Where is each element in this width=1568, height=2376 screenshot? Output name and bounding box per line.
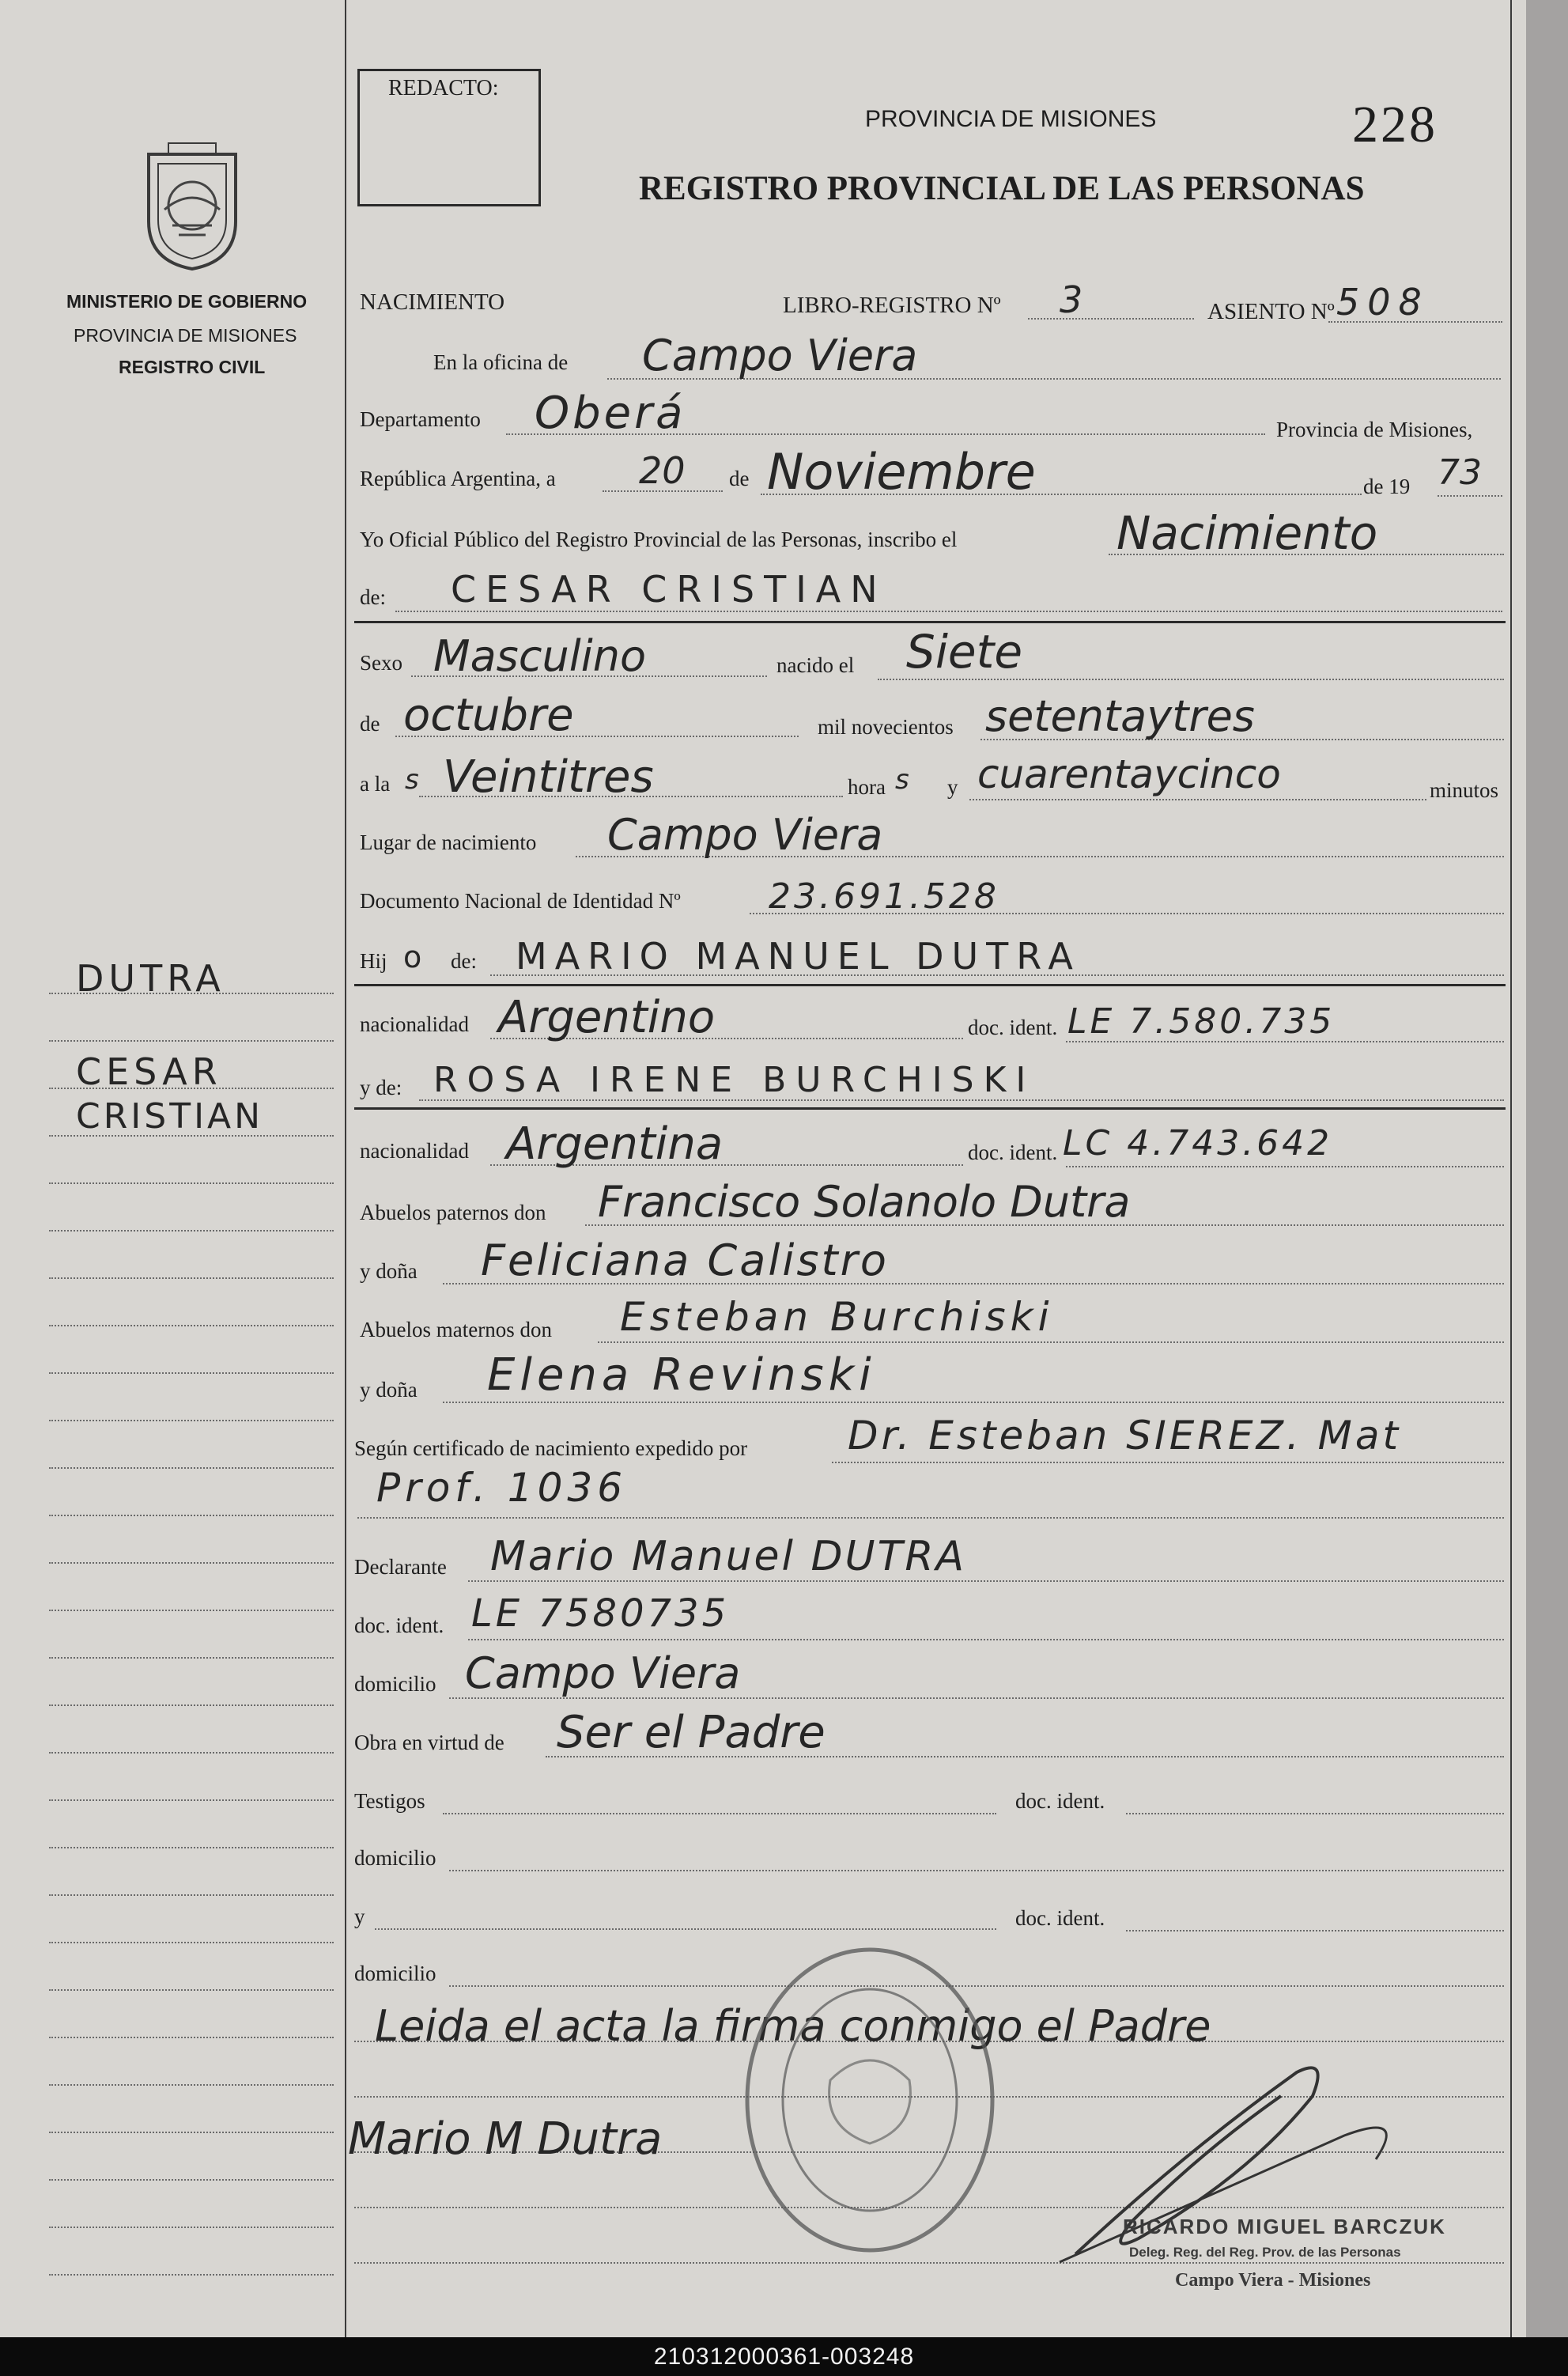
margin-line — [49, 1325, 334, 1326]
obra-value: Ser el Padre — [557, 1707, 826, 1758]
de-label: de — [729, 467, 750, 490]
hijo-de-label: de: — [451, 949, 477, 973]
official-role: Deleg. Reg. del Reg. Prov. de las Personas — [1129, 2245, 1401, 2260]
father-nationality: Argentino — [498, 992, 716, 1043]
mother-doc-line — [1066, 1166, 1504, 1167]
day-value: 20 — [639, 449, 686, 492]
margin-line — [49, 1420, 334, 1421]
right-margin-rule — [1510, 0, 1512, 2337]
oficina-label: En la oficina de — [433, 350, 569, 374]
libro-line — [1028, 318, 1194, 320]
sexo-label: Sexo — [360, 651, 402, 675]
redacto-label: REDACTO: — [388, 76, 499, 100]
margin-line — [49, 1230, 334, 1232]
official-name: RICARDO MIGUEL BARCZUK — [1123, 2215, 1446, 2238]
margin-line — [49, 2132, 334, 2133]
footer-id: 210312000361-003248 — [0, 2337, 1568, 2376]
doc-ident3-label: doc. ident. — [1015, 1789, 1105, 1813]
birth-month: octubre — [403, 690, 574, 741]
margin-line — [49, 1372, 334, 1374]
birth-year-words: setentaytres — [985, 691, 1255, 741]
horas-label: hora — [848, 775, 886, 799]
declarant-signature: Mario M Dutra — [348, 2113, 663, 2165]
official-place: Campo Viera - Misiones — [1175, 2270, 1371, 2291]
margin-line — [49, 1610, 334, 1611]
mother-nationality: Argentina — [506, 1118, 724, 1170]
declarante-doc-line — [468, 1639, 1504, 1640]
asiento-value: 508 — [1336, 281, 1430, 323]
segun-line-2 — [357, 1517, 1504, 1519]
doc-ident2-label: doc. ident. — [354, 1614, 444, 1637]
margin-line — [49, 1799, 334, 1801]
departamento-label: Departamento — [360, 407, 481, 431]
margin-line — [49, 1942, 334, 1943]
father-doc: LE 7.580.735 — [1067, 1001, 1336, 1042]
minutes-value: cuarentaycinco — [977, 751, 1281, 797]
margin-line — [49, 1277, 334, 1279]
emblem-icon — [141, 138, 244, 273]
margin-line — [49, 1847, 334, 1848]
y-de-label: y de: — [360, 1076, 402, 1099]
declarante-line — [468, 1580, 1504, 1582]
dni-label: Documento Nacional de Identidad Nº — [360, 889, 681, 913]
nacido-line — [878, 679, 1504, 680]
de2-label: de — [360, 712, 380, 736]
page-title: REGISTRO PROVINCIAL DE LAS PERSONAS — [639, 170, 1365, 207]
doc-ident3-line — [1126, 1813, 1504, 1814]
margin-line — [49, 1989, 334, 1991]
republica-label: República Argentina, a — [360, 467, 556, 490]
margin-line — [49, 2274, 334, 2276]
father-nationality-label: nacionalidad — [360, 1012, 469, 1036]
asiento-label: ASIENTO Nº — [1207, 299, 1335, 324]
margin-line — [49, 2227, 334, 2228]
ministry-line-1: MINISTERIO DE GOBIERNO — [66, 291, 308, 312]
abuela-materna-line — [443, 1402, 1504, 1403]
father-rule — [354, 984, 1506, 986]
oficial-line — [1109, 554, 1504, 555]
abuelos-maternos-label: Abuelos maternos don — [360, 1318, 552, 1341]
dni-value: 23.691.528 — [769, 876, 999, 917]
libro-label: LIBRO-REGISTRO Nº — [783, 293, 1001, 318]
mother-rule — [354, 1107, 1506, 1110]
margin-line — [49, 1182, 334, 1184]
abuelo-paterno: Francisco Solanolo Dutra — [598, 1177, 1131, 1227]
lugar-label: Lugar de nacimiento — [360, 830, 537, 854]
minutos-label: minutos — [1430, 778, 1499, 802]
y2-label: y — [354, 1905, 365, 1928]
declarante-doc: LE 7580735 — [471, 1591, 730, 1636]
minutes-line — [969, 799, 1426, 800]
margin-surname: DUTRA — [76, 957, 225, 1000]
sexo-value: Masculino — [433, 631, 646, 681]
abuela-paterna-label: y doña — [360, 1259, 418, 1283]
margin-line — [49, 2037, 334, 2038]
abuela-materna: Elena Revinski — [487, 1349, 876, 1401]
testigos-line — [443, 1813, 996, 1814]
a-la-label: a la — [360, 772, 391, 796]
margin-line — [49, 1562, 334, 1564]
segun-label: Según certificado de nacimiento expedido por — [354, 1436, 748, 1460]
child-name-rule — [354, 621, 1506, 623]
domicilio2-line — [449, 1870, 1504, 1871]
oficina-value: Campo Viera — [642, 331, 918, 380]
nacido-label: nacido el — [776, 653, 855, 677]
mother-doc: LC 4.743.642 — [1063, 1123, 1333, 1163]
declarante-label: Declarante — [354, 1555, 447, 1579]
horas-suffix: s — [895, 764, 909, 796]
margin-given-2: CRISTIAN — [76, 1096, 264, 1137]
nacimiento-label: NACIMIENTO — [360, 289, 505, 315]
margin-line — [49, 2179, 334, 2181]
margin-line — [49, 1467, 334, 1469]
child-name: CESAR CRISTIAN — [451, 568, 887, 611]
margin-line — [49, 1515, 334, 1516]
segun-line — [832, 1462, 1504, 1463]
lugar-value: Campo Viera — [607, 810, 883, 860]
mother-nationality-label: nacionalidad — [360, 1139, 469, 1163]
obra-label: Obra en virtud de — [354, 1731, 504, 1754]
departamento-value: Oberá — [535, 388, 686, 439]
abuela-paterna: Feliciana Calistro — [481, 1235, 889, 1285]
abuelo-materno: Esteban Burchiski — [620, 1294, 1054, 1340]
mother-doc-label: doc. ident. — [968, 1141, 1058, 1164]
ministry-line-3: REGISTRO CIVIL — [119, 357, 266, 377]
margin-line — [49, 1894, 334, 1896]
oficial-value: Nacimiento — [1116, 506, 1378, 560]
doc-ident4-label: doc. ident. — [1015, 1906, 1105, 1930]
y-label: y — [947, 775, 958, 799]
domicilio-value: Campo Viera — [465, 1648, 741, 1698]
domicilio2-label: domicilio — [354, 1846, 436, 1870]
mother-name: ROSA IRENE BURCHISKI — [433, 1060, 1036, 1100]
page-number: 228 — [1352, 96, 1438, 153]
domicilio3-label: domicilio — [354, 1962, 436, 1985]
domicilio-label: domicilio — [354, 1672, 436, 1696]
libro-value: 3 — [1060, 278, 1083, 321]
margin-line — [49, 2084, 334, 2086]
abuelos-paternos-label: Abuelos paternos don — [360, 1201, 546, 1224]
oficial-text: Yo Oficial Público del Registro Provincial de las Personas, inscribo el — [360, 528, 958, 551]
father-name: MARIO MANUEL DUTRA — [516, 935, 1081, 978]
hijo-label: Hij — [360, 949, 387, 973]
year-line — [1438, 495, 1502, 497]
mil-label: mil novecientos — [818, 715, 954, 739]
redacto-box — [357, 69, 541, 206]
margin-given-1: CESAR — [76, 1050, 222, 1093]
round-stamp — [735, 1938, 1004, 2262]
segun-value: Dr. Esteban SIEREZ. Mat — [848, 1413, 1402, 1459]
y2-line — [375, 1928, 996, 1930]
margin-line — [49, 1704, 334, 1706]
nacido-value: Siete — [906, 625, 1023, 679]
year-value: 73 — [1438, 452, 1482, 493]
declarante-value: Mario Manuel DUTRA — [490, 1533, 967, 1580]
de-colon-label: de: — [360, 585, 386, 609]
hour-value: Veintitres — [443, 751, 654, 803]
provincia-label: Provincia de Misiones, — [1276, 418, 1473, 441]
stamp-icon — [735, 1938, 1004, 2262]
child-name-line — [395, 611, 1502, 612]
month-value: Noviembre — [767, 443, 1036, 501]
ministry-line-2: PROVINCIA DE MISIONES — [74, 325, 297, 346]
left-margin-rule — [345, 0, 346, 2337]
testigos-label: Testigos — [354, 1789, 425, 1813]
abuela-materna-label: y doña — [360, 1378, 418, 1402]
year-label: de 19 — [1363, 475, 1411, 498]
closing-text: Leida el acta la firma conmigo el Padre — [375, 2001, 1211, 2051]
abuelo-materno-line — [598, 1341, 1504, 1343]
margin-line — [49, 1040, 334, 1042]
doc-ident4-line — [1126, 1930, 1504, 1931]
province-emblem — [141, 138, 244, 273]
margin-line — [49, 1752, 334, 1754]
hour-prefix: s — [405, 764, 419, 796]
province-heading: PROVINCIA DE MISIONES — [865, 106, 1157, 132]
segun-value-2: Prof. 1036 — [376, 1465, 628, 1511]
father-doc-label: doc. ident. — [968, 1016, 1058, 1039]
margin-line — [49, 1657, 334, 1659]
hijo-suffix: o — [403, 940, 422, 974]
